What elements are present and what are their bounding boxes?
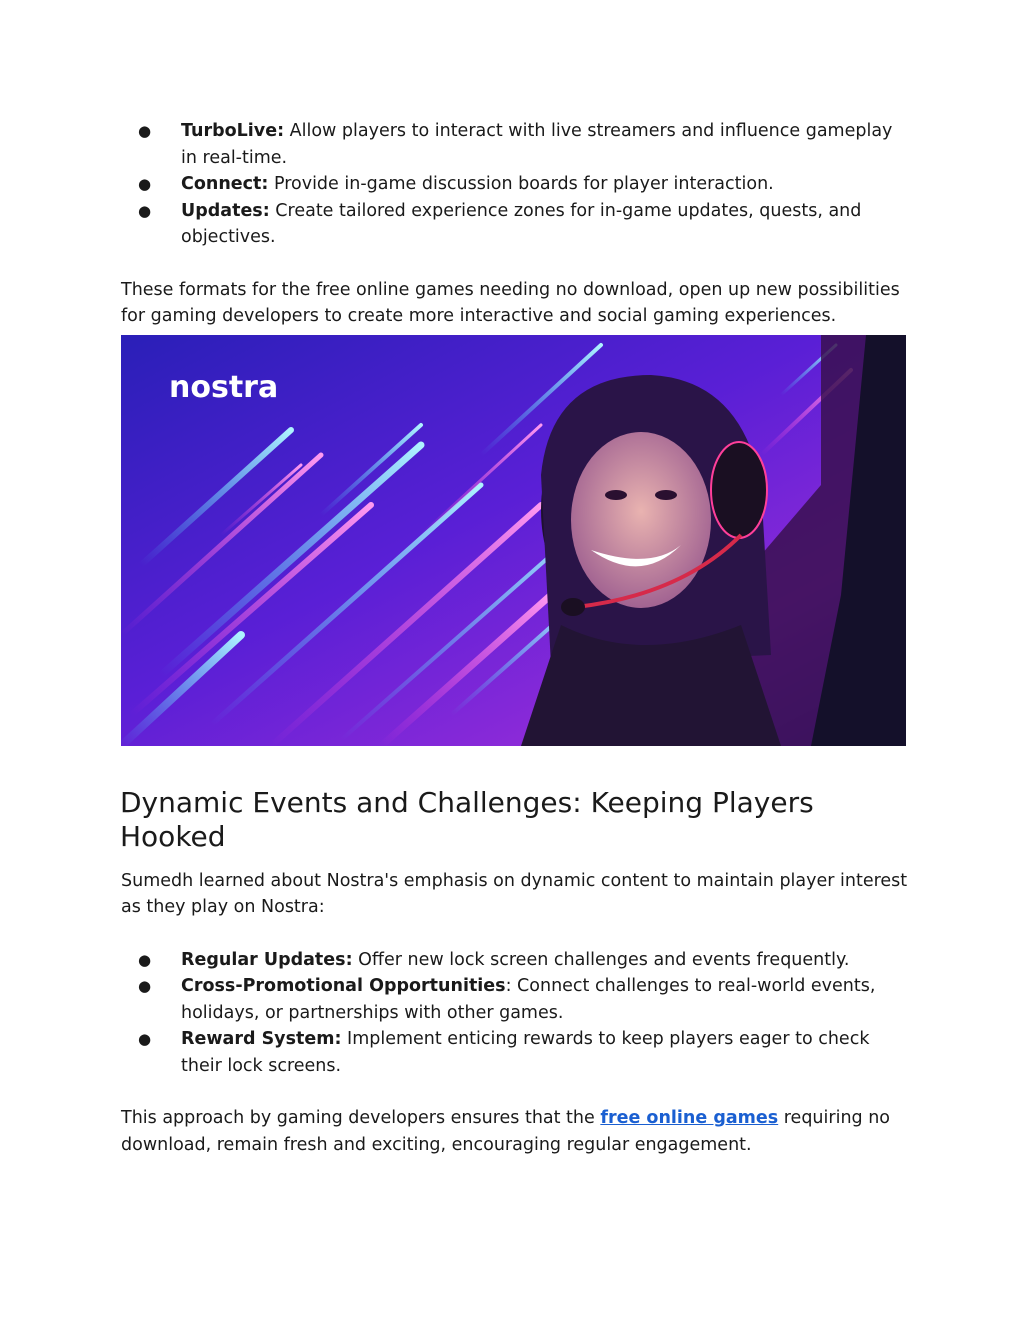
bullet-icon: ● bbox=[138, 1030, 152, 1048]
bullet-icon: ● bbox=[138, 175, 152, 193]
list-item bbox=[121, 1026, 911, 1079]
nostra-logo bbox=[169, 370, 278, 405]
bullet-icon: ● bbox=[138, 122, 152, 140]
list-item-text: Allow players to interact with live streamers and influence gameplay in real-time. bbox=[181, 121, 893, 168]
list-item bbox=[121, 947, 911, 974]
paragraph bbox=[121, 1105, 911, 1158]
hero-image bbox=[121, 335, 906, 746]
section-heading: Dynamic Events and Challenges: Keeping Players Hooked bbox=[120, 785, 814, 853]
paragraph: Sumedh learned about Nostra's emphasis on dynamic content to maintain player interest as they play on Nostra: bbox=[121, 870, 908, 917]
list-item-text: Create tailored experience zones for in-game updates, quests, and objectives. bbox=[181, 200, 862, 247]
list-item bbox=[121, 973, 911, 1026]
dynamic-content-list bbox=[121, 947, 911, 1080]
list-item-text: Offer new lock screen challenges and events frequently. bbox=[352, 949, 850, 970]
paragraph: These formats for the free online games needing no download, open up new possibilities for gaming developers to create more interactive and social gaming experiences. bbox=[121, 279, 900, 326]
list-item bbox=[121, 118, 911, 171]
hero-illustration bbox=[121, 335, 906, 746]
bullet-icon: ● bbox=[138, 950, 152, 969]
document-page bbox=[121, 118, 911, 1158]
logo-text: nostra bbox=[169, 369, 279, 405]
features-list bbox=[121, 118, 911, 251]
bullet-icon: ● bbox=[138, 977, 152, 995]
list-item-term: Regular Updates: bbox=[181, 949, 353, 970]
list-item-term: TurboLive: bbox=[181, 121, 285, 141]
list-item-text: Implement enticing rewards to keep players eager to check their lock screens. bbox=[181, 1029, 870, 1076]
list-item-term: Reward System: bbox=[181, 1029, 342, 1049]
list-item bbox=[121, 198, 911, 251]
free-online-games-link[interactable]: free online games bbox=[600, 1108, 779, 1128]
list-item-term: Cross-Promotional Opportunities bbox=[181, 976, 506, 996]
list-item-text: Provide in-game discussion boards for player interaction. bbox=[268, 174, 774, 194]
bullet-icon: ● bbox=[138, 201, 152, 220]
list-item-text: : Connect challenges to real-world events, holidays, or partnerships with other games. bbox=[181, 976, 876, 1023]
paragraph-text: requiring no download, remain fresh and exciting, encouraging regular engagement. bbox=[121, 1108, 891, 1155]
list-item-term: Updates: bbox=[181, 200, 270, 221]
list-item-term: Connect: bbox=[181, 174, 269, 194]
paragraph-text: This approach by gaming developers ensures that the bbox=[121, 1108, 601, 1128]
person-illustration bbox=[521, 335, 906, 746]
list-item bbox=[121, 171, 911, 198]
